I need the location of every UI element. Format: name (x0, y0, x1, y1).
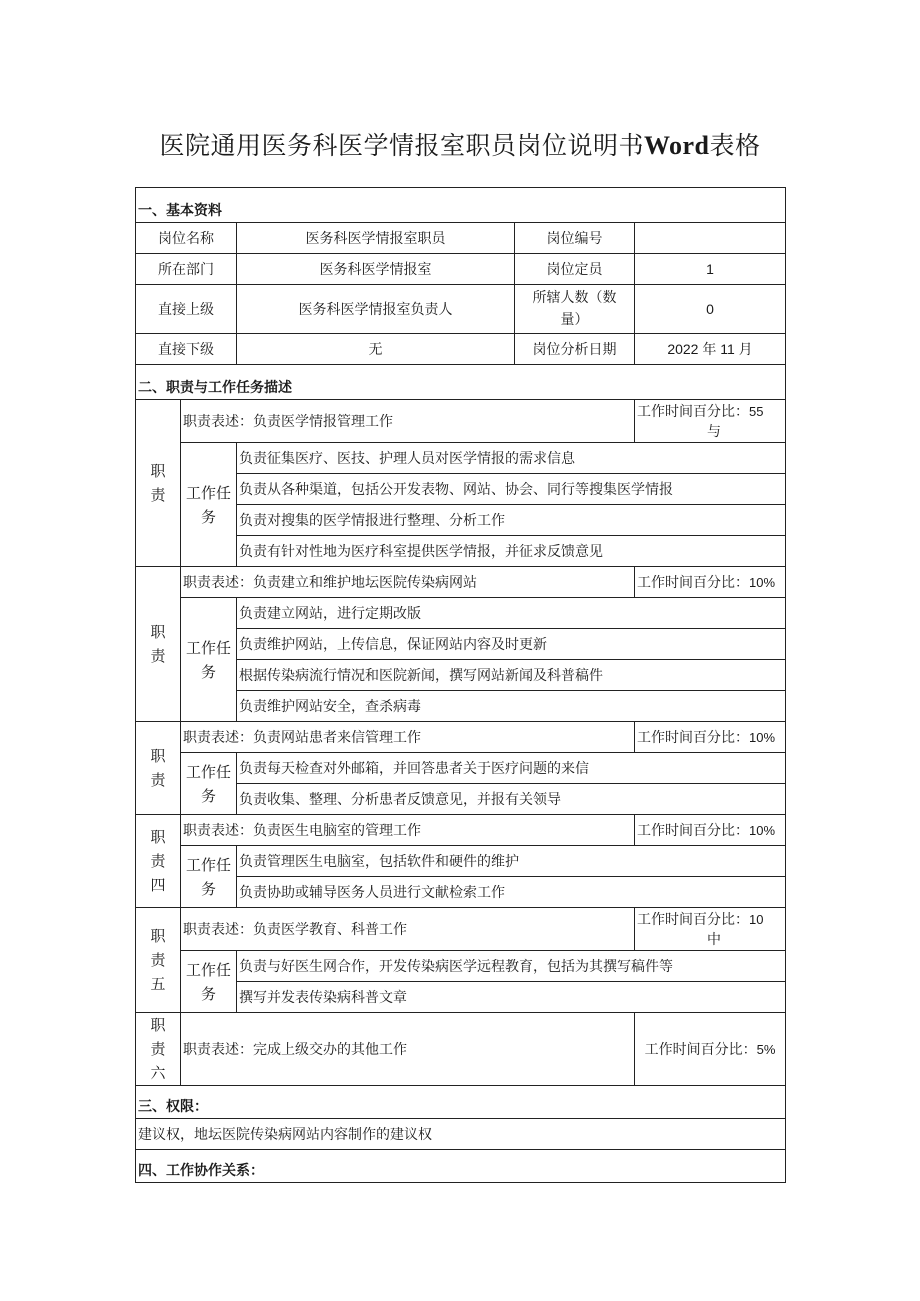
duty-2-task-label: 工作任务 (181, 598, 237, 722)
duty-2-task-1: 负责建立网站，进行定期改版 (237, 598, 786, 629)
duty-1-label: 职 责 (136, 400, 181, 567)
section-authority: 三、权限： (136, 1086, 786, 1119)
duty-3-task-label: 工作任务 (181, 753, 237, 815)
duty-4-percentage: 工作时间百分比：10% (635, 815, 786, 846)
title-chinese: 医院通用医务科医学情报室职员岗位说明书 (159, 131, 644, 160)
duty-5-statement: 职责表述：负责医学教育、科普工作 (181, 908, 635, 951)
label-superior: 直接上级 (136, 285, 237, 334)
duty-3-label: 职 责 (136, 722, 181, 815)
duty-1-task-4: 负责有针对性地为医疗科室提供医学情报，并征求反馈意见 (237, 536, 786, 567)
duty-1-task-3: 负责对搜集的医学情报进行整理、分析工作 (237, 505, 786, 536)
duty-6-label: 职 责 六 (136, 1013, 181, 1086)
duty-6-percentage: 工作时间百分比：5% (635, 1013, 786, 1086)
value-quota: 1 (635, 254, 786, 285)
duty-2-task-4: 负责维护网站安全，查杀病毒 (237, 691, 786, 722)
duty-5-task-label: 工作任务 (181, 951, 237, 1013)
label-quota: 岗位定员 (515, 254, 635, 285)
duty-1-task-2: 负责从各种渠道，包括公开发表物、网站、协会、同行等搜集医学情报 (237, 474, 786, 505)
duty-6-statement: 职责表述：完成上级交办的其他工作 (181, 1013, 635, 1086)
duty-3-statement: 职责表述：负责网站患者来信管理工作 (181, 722, 635, 753)
document-title (0, 126, 920, 162)
section-cooperation: 四、工作协作关系： (136, 1150, 786, 1183)
duty-5-task-2: 撰写并发表传染病科普文章 (237, 982, 786, 1013)
label-post-name: 岗位名称 (136, 223, 237, 254)
section-basic: 一、基本资料 (136, 188, 786, 223)
value-subordinate-count: 0 (635, 285, 786, 334)
value-analysis-date: 2022 年 11 月 (635, 334, 786, 365)
section-duties: 二、职责与工作任务描述 (136, 365, 786, 400)
duty-4-task-label: 工作任务 (181, 846, 237, 908)
duty-2-task-3: 根据传染病流行情况和医院新闻，撰写网站新闻及科普稿件 (237, 660, 786, 691)
duty-3-percentage: 工作时间百分比：10% (635, 722, 786, 753)
duty-5-task-1: 负责与好医生网合作，开发传染病医学远程教育，包括为其撰写稿件等 (237, 951, 786, 982)
duty-3-task-1: 负责每天检查对外邮箱，并回答患者关于医疗问题的来信 (237, 753, 786, 784)
label-post-no: 岗位编号 (515, 223, 635, 254)
label-subordinate: 直接下级 (136, 334, 237, 365)
job-description-table (135, 187, 786, 1183)
label-dept: 所在部门 (136, 254, 237, 285)
value-dept: 医务科医学情报室 (237, 254, 515, 285)
duty-2-statement: 职责表述：负责建立和维护地坛医院传染病网站 (181, 567, 635, 598)
duty-2-task-2: 负责维护网站，上传信息，保证网站内容及时更新 (237, 629, 786, 660)
label-subordinate-count: 所辖人数（数量） (515, 285, 635, 334)
duty-4-statement: 职责表述：负责医生电脑室的管理工作 (181, 815, 635, 846)
duty-3-task-2: 负责收集、整理、分析患者反馈意见，并报有关领导 (237, 784, 786, 815)
value-post-name: 医务科医学情报室职员 (237, 223, 515, 254)
duty-5-percentage: 工作时间百分比：10 中 (635, 908, 786, 951)
duty-1-task-1: 负责征集医疗、医技、护理人员对医学情报的需求信息 (237, 443, 786, 474)
title-tail: 表格 (709, 131, 761, 160)
duty-4-task-2: 负责协助或辅导医务人员进行文献检索工作 (237, 877, 786, 908)
value-post-no (635, 223, 786, 254)
duty-2-percentage: 工作时间百分比：10% (635, 567, 786, 598)
duty-5-label: 职 责 五 (136, 908, 181, 1013)
value-superior: 医务科医学情报室负责人 (237, 285, 515, 334)
duty-1-statement: 职责表述：负责医学情报管理工作 (181, 400, 635, 443)
value-subordinate: 无 (237, 334, 515, 365)
duty-1-percentage: 工作时间百分比：55 与 (635, 400, 786, 443)
label-analysis-date: 岗位分析日期 (515, 334, 635, 365)
duty-4-task-1: 负责管理医生电脑室，包括软件和硬件的维护 (237, 846, 786, 877)
duty-1-task-label: 工作任务 (181, 443, 237, 567)
duty-4-label: 职 责 四 (136, 815, 181, 908)
duty-2-label: 职 责 (136, 567, 181, 722)
title-word: Word (643, 131, 710, 160)
authority-text: 建议权，地坛医院传染病网站内容制作的建议权 (136, 1119, 786, 1150)
